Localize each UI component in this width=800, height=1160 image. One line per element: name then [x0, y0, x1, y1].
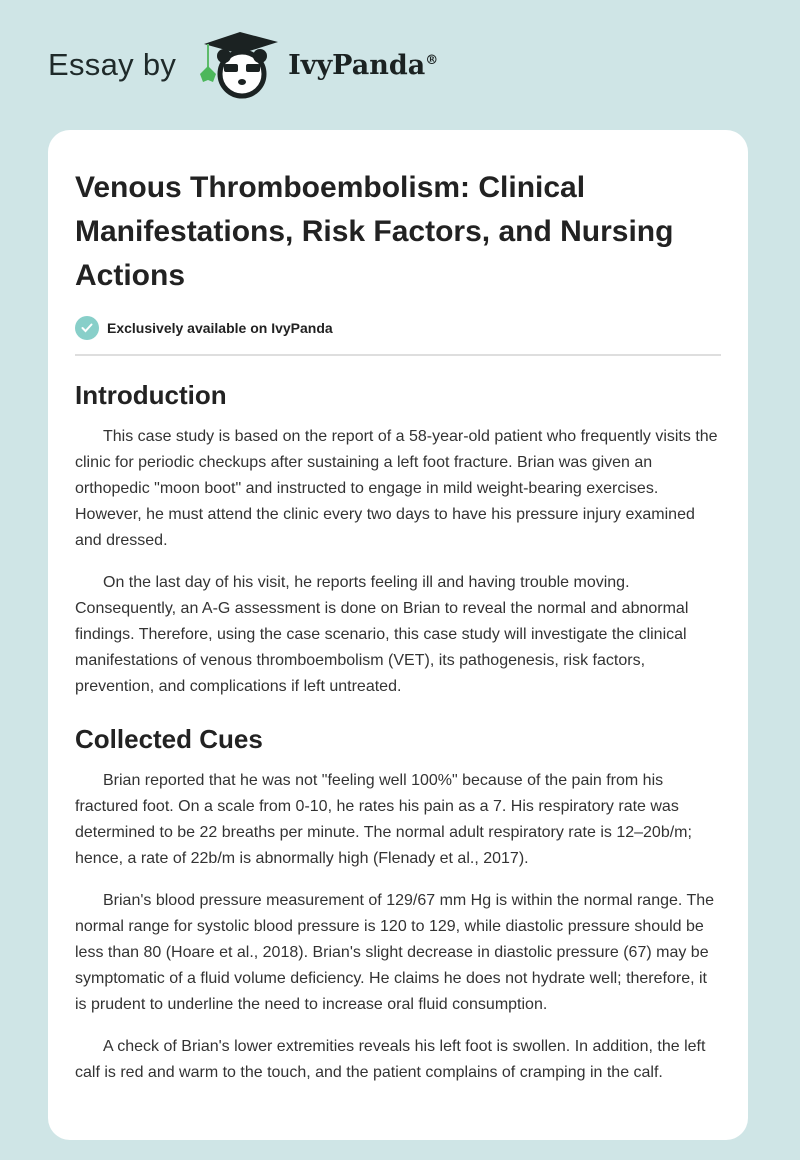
divider [75, 354, 721, 356]
registered-mark: ® [425, 52, 439, 68]
check-icon [75, 316, 99, 340]
paragraph: Brian reported that he was not "feeling well 100%" because of the pain from his fractured foot. On a scale from 0-10, he rates his pain as a 7. His respiratory rate was determined to be 22 breaths per minute. The normal adult respiratory rate is 12–20b/m; hence, a rate of 22b/m is abnormally high (Flenady et al., 2017). [75, 772, 692, 867]
site-header [48, 30, 438, 100]
paragraph: A check of Brian's lower extremities reveals his left foot is swollen. In addition, the left calf is red and warm to the touch, and the patient complains of cramping in the calf. [75, 1038, 706, 1081]
paragraph: On the last day of his visit, he reports feeling ill and having trouble moving. Consequently, an A-G assessment is done on Brian to reveal the normal and abnormal findings. Therefore, using the case scenario, this case study will investigate the clinical manifestations of venous thromboembolism (VET), its pathogenesis, risk factors, prevention, and complications if left untreated. [75, 574, 689, 695]
brand-text: IvyPanda [288, 49, 426, 81]
paragraph: This case study is based on the report of a 58-year-old patient who frequently visits the clinic for periodic checkups after sustaining a left foot fracture. Brian was given an orthopedic "moon boot" and instructed to engage in mild weight-bearing exercises. However, he must attend the clinic every two days to have his pressure injury examined and dressed. [75, 428, 718, 549]
panda-logo-icon[interactable] [194, 30, 280, 100]
essay-card [48, 130, 748, 1140]
essay-title: Venous Thromboembolism: Clinical Manifestations, Risk Factors, and Nursing Actions [75, 171, 674, 292]
section-heading-introduction: Introduction [75, 380, 227, 410]
section-heading-collected-cues: Collected Cues [75, 724, 263, 754]
badge-text: Exclusively available on IvyPanda [107, 320, 333, 336]
paragraph: Brian's blood pressure measurement of 129/67 mm Hg is within the normal range. The normal range for systolic blood pressure is 120 to 129, while diastolic pressure should be less than 80 (Hoare et al., 2018). Brian's slight decrease in diastolic pressure (67) may be symptomatic of a fluid volume deficiency. He claims he does not hydrate well; therefore, it is prudent to underline the need to increase oral fluid consumption. [75, 892, 715, 1013]
exclusive-badge [75, 316, 721, 340]
essay-by-label: Essay by [48, 47, 177, 82]
brand-name[interactable] [288, 50, 438, 81]
